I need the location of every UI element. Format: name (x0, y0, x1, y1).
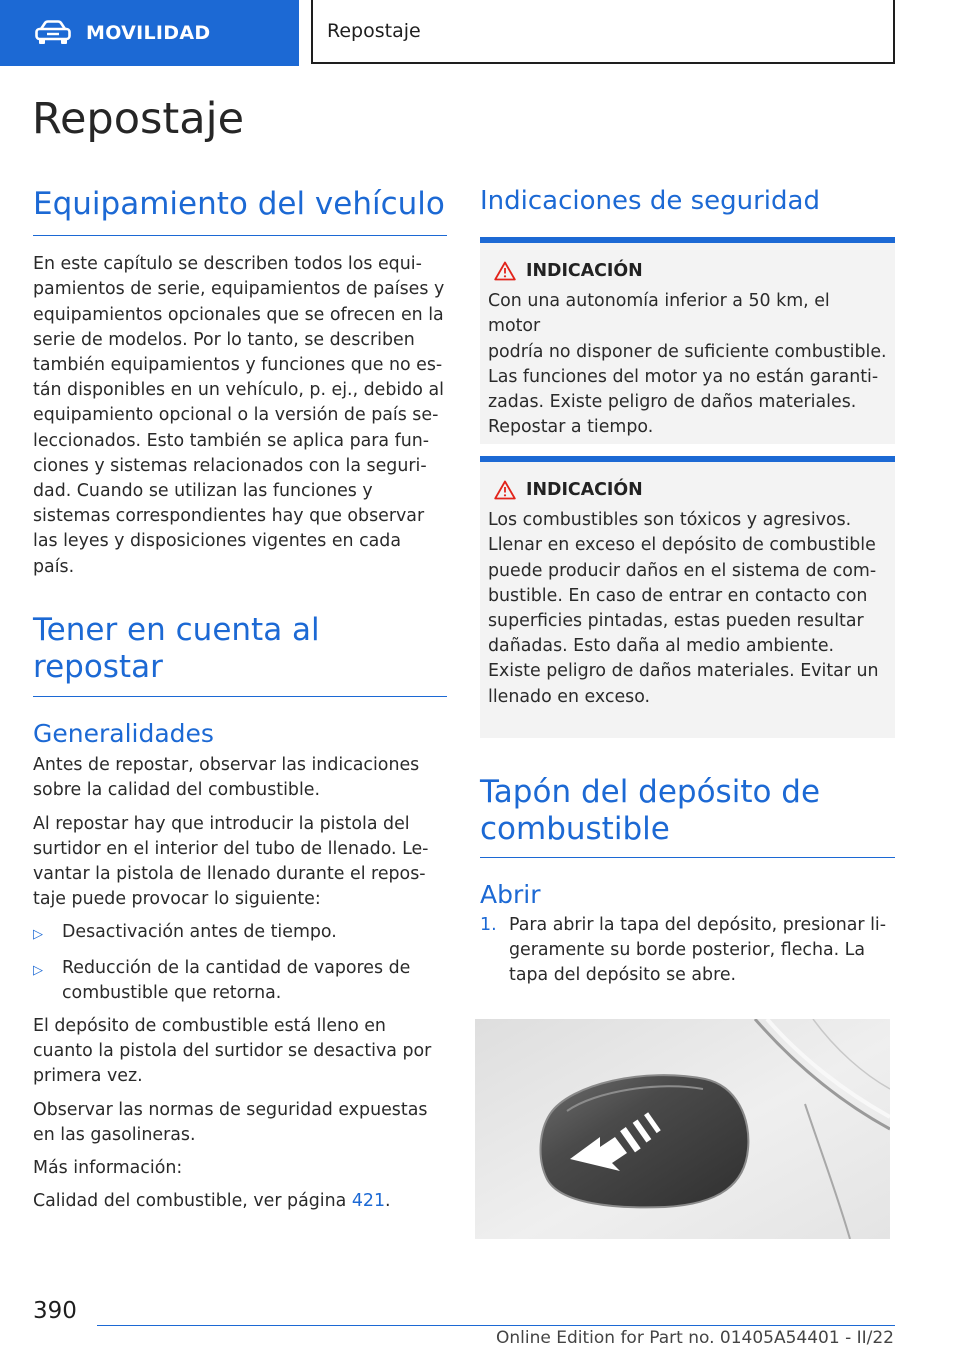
equipment-heading: Equipamiento del vehículo (33, 186, 445, 222)
header-section-tab (0, 0, 299, 66)
notice-box (480, 237, 895, 444)
general-paragraph-4: Observar las normas de seguridad expuestas en las gasolineras. (33, 1099, 428, 1145)
general-paragraph-3: El depósito de combustible está lleno en cuanto la pistola del surtidor se desactiva por primera vez. (33, 1016, 432, 1087)
fuel-cap-heading: Tapón del depósito de combustible (480, 774, 821, 848)
refuel-heading: Tener en cuenta al repostar (33, 611, 320, 686)
list-item: 1. Para abrir la tapa del depósito, presionar li‐ geramente su borde posterior, flecha. La tapa del depósito se abre. (480, 913, 895, 989)
consequence-list (33, 920, 447, 1006)
page-title: Repostaje (32, 94, 245, 144)
page-reference-link[interactable]: 421 (351, 1191, 386, 1212)
fuel-cap-photo (475, 1019, 890, 1239)
refuel-heading-block (33, 612, 447, 697)
list-item: ▷ Reducción de la cantidad de vapores de combustible que retorna. (33, 956, 447, 1006)
fuel-cap-heading-block (480, 774, 895, 857)
warning-icon (494, 261, 516, 281)
page-number: 390 (33, 1298, 77, 1324)
header-section-label: MOVILIDAD (86, 22, 211, 44)
general-paragraph-1: Antes de repostar, observar las indicaciones sobre la calidad del combustible. (33, 755, 420, 801)
warning-icon (494, 480, 516, 500)
notice-text: Los combustibles son tóxicos y agresivos. Llenar en exceso el depósito de combustible puede producir daños en el sistema de com‐ bustible. En caso de entrar en contacto con superficies pintadas, estas pueden resultar dañadas. Esto daña al medio ambiente. Existe peligro de daños materiales. Evitar un llenado en exceso. (488, 510, 879, 707)
open-steps (480, 913, 895, 989)
notice-title: INDICACIÓN (526, 261, 643, 282)
equipment-heading-block (33, 186, 447, 236)
header-chapter-label: Repostaje (327, 20, 421, 42)
general-heading: Generalidades (33, 719, 214, 749)
list-item: ▷ Desactivación antes de tiempo. (33, 920, 447, 947)
more-info-label: Más información: (33, 1158, 183, 1179)
equipment-paragraph: En este capítulo se describen todos los equi‐ pamientos de serie, equipamientos de países y equipamientos opcionales que se ofrecen en la serie de modelos. Por lo tanto, se describen también equipamientos y funciones que no es‐ tán disponibles en un vehículo, p. ej., debido al equipamiento opcional o la versión de país se‐ leccionados. Esto también se aplica para fun‐ ciones y sistemas relacionados con la seguri‐ dad. Cuando se utilizan las funciones y sistemas correspondientes hay que observar las leyes y disposiciones vigentes en cada país. (33, 254, 445, 577)
car-icon (35, 20, 71, 46)
triangle-bullet-icon: ▷ (33, 927, 43, 943)
header-chapter-box (311, 0, 895, 64)
step-number: 1. (480, 914, 497, 935)
reference-line: Calidad del combustible, ver página 421. (33, 1191, 391, 1212)
triangle-bullet-icon: ▷ (33, 962, 43, 978)
right-column (480, 186, 895, 1239)
notice-box (480, 456, 895, 738)
open-heading: Abrir (480, 879, 541, 909)
safety-heading: Indicaciones de seguridad (480, 186, 820, 216)
notice-title: INDICACIÓN (526, 480, 643, 501)
footer-edition: Online Edition for Part no. 01405A54401 - II/22 (495, 1328, 894, 1348)
footer-rule (97, 1325, 895, 1326)
notice-text: Con una autonomía inferior a 50 km, el motor podría no disponer de suficiente combustible. Las funciones del motor ya no están garanti‐ zadas. Existe peligro de daños materiales. Repostar a tiempo. (488, 291, 887, 438)
general-paragraph-2: Al repostar hay que introducir la pistola del surtidor en el interior del tubo de llenado. Le‐ vantar la pistola de llenado durante el repos‐ taje puede provocar lo siguiente: (33, 813, 429, 910)
left-column (33, 186, 447, 1214)
